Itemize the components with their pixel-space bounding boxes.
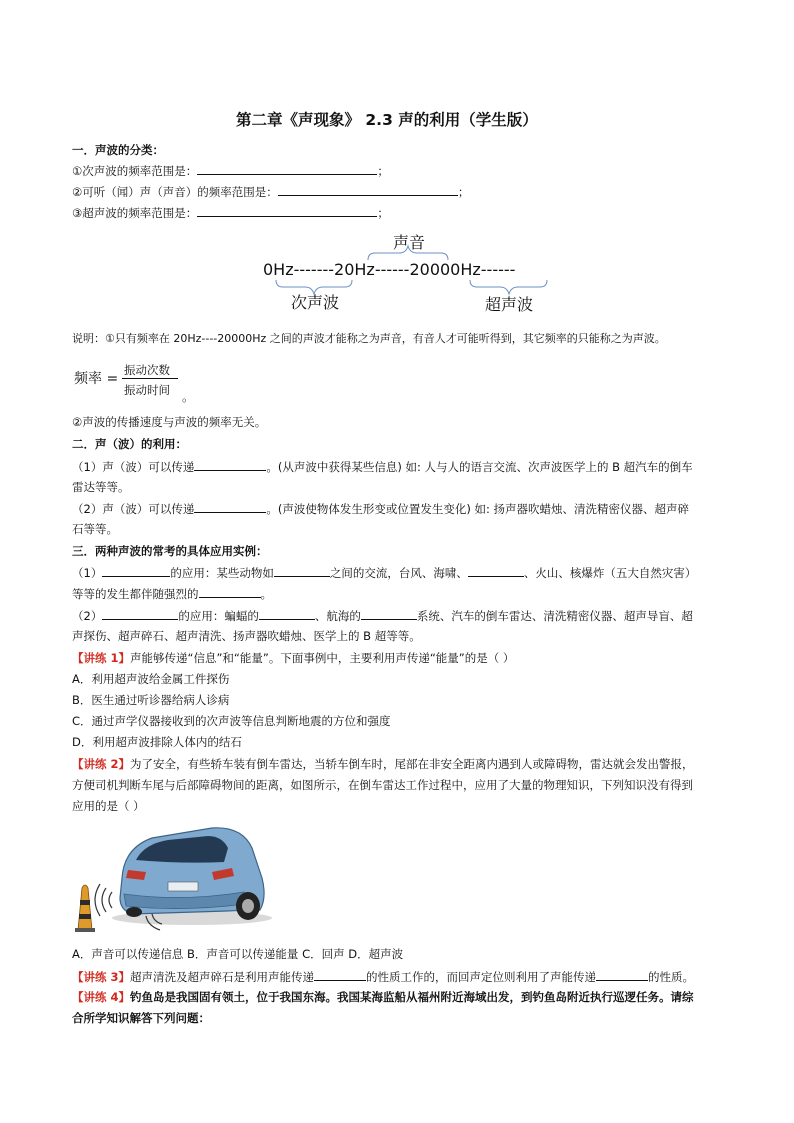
application-item-2: [72, 607, 693, 624]
semicolon: ；: [377, 206, 389, 220]
question-label: ③超声波的频率范围是：: [72, 206, 198, 220]
answer-blank[interactable]: [278, 183, 458, 196]
application-item-2-cont: 声探伤、超声碎石、超声清洗、扬声器吹蜡烛、医学上的 B 超等等。: [72, 629, 421, 643]
exercise-tag: 【讲练 3】: [72, 970, 131, 984]
item-text: （2）声（波）可以传递: [72, 502, 195, 516]
formula-denominator: 振动时间: [124, 383, 170, 397]
exercise-text: 声能够传递“信息”和“能量”。下面事例中，主要利用声传递“能量”的是（ ）: [130, 651, 515, 665]
section-2-heading: 二．声（波）的利用：: [72, 437, 187, 451]
exercise-2-stem-3: 应用的是（ ）: [72, 799, 145, 813]
infrasound-label: 次声波: [291, 293, 340, 312]
question-label: ①次声波的频率范围是：: [72, 164, 198, 178]
item-text: （2）: [72, 609, 103, 623]
exercise-text: 超声清洗及超声碎石是利用声能传递: [130, 970, 315, 984]
exercise-2-stem-2: 方便司机判断车尾与后部障碍物间的距离，如图所示，在倒车雷达工作过程中，应用了大量的物理知识，下列知识没有得到: [72, 778, 693, 792]
use-item-1: [72, 458, 693, 475]
exercise-text: 钓鱼岛是我国固有领土，位于我国东海。我国某海监船从福州附近海域出发，到钓鱼岛附近执行巡逻任务。请综: [130, 990, 694, 1004]
item-text: 的应用：蝙蝠的: [178, 609, 259, 623]
exercise-1-option-b[interactable]: B．医生通过听诊器给病人诊病: [72, 693, 230, 707]
exercise-1-option-c[interactable]: C．通过声学仪器接收到的次声波等信息判断地震的方位和强度: [72, 714, 391, 728]
item-text: 。(声波使物体发生形变或位置发生变化) 如: 扬声器吹蜡烛、清洗精密仪器、超声碎: [266, 502, 689, 516]
item-text: 的应用：某些动物如: [170, 566, 274, 580]
exercise-1-option-a[interactable]: A．利用超声波给金属工件探伤: [72, 672, 230, 686]
item-text: 、火山、核爆炸（五大自然灾害）: [523, 566, 697, 580]
item-text: 、航海的: [314, 609, 361, 623]
answer-blank[interactable]: [197, 204, 377, 217]
formula-period: 。: [182, 390, 195, 404]
exercise-tag: 【讲练 4】: [72, 990, 131, 1004]
note-line-1: 说明：①只有频率在 20Hz----20000Hz 之间的声波才能称之为声音，有音人才可能听得到，其它频率的只能称之为声波。: [72, 332, 666, 345]
answer-blank[interactable]: [314, 968, 366, 981]
sound-label: 声音: [393, 233, 426, 252]
exercise-2-options[interactable]: A．声音可以传递信息 B．声音可以传递能量 C．回声 D．超声波: [72, 947, 404, 961]
answer-blank[interactable]: [197, 162, 377, 175]
ultrasound-label: 超声波: [485, 295, 534, 314]
question-ultrasound-range: [72, 204, 389, 221]
exercise-tag: 【讲练 2】: [72, 757, 131, 771]
question-label: ②可听（闻）声（声音）的频率范围是：: [72, 185, 278, 199]
reversing-radar-illustration: [72, 818, 277, 936]
answer-blank[interactable]: [361, 607, 417, 620]
item-text: 系统、汽车的倒车雷达、清洗精密仪器、超声导盲、超: [416, 609, 693, 623]
section-1-heading: 一．声波的分类：: [72, 143, 164, 157]
frequency-axis: 0Hz-------20Hz------20000Hz------: [263, 260, 516, 279]
section-3-heading: 三．两种声波的常考的具体应用实例：: [72, 544, 268, 558]
answer-blank[interactable]: [194, 458, 266, 471]
item-text: 。(从声波中获得某些信息) 如: 人与人的语言交流、次声波医学上的 B 超汽车的倒车: [266, 460, 693, 474]
exercise-1-option-d[interactable]: D．利用超声波排除人体内的结石: [72, 735, 242, 749]
formula-label: 频率 =: [74, 371, 119, 387]
answer-blank[interactable]: [194, 500, 266, 513]
answer-blank[interactable]: [259, 607, 315, 620]
use-item-2: [72, 500, 689, 517]
answer-blank[interactable]: [102, 564, 170, 577]
exercise-4-line-1: [72, 989, 694, 1005]
application-item-1-cont: [72, 585, 272, 602]
note-line-2: ②声波的传播速度与声波的频率无关。: [72, 415, 267, 429]
use-item-2-cont: 石等等。: [72, 522, 118, 536]
item-text: （1）声（波）可以传递: [72, 460, 195, 474]
question-infrasound-range: [72, 162, 389, 179]
exercise-text: 的性质工作的，而回声定位则利用了声能传递: [366, 970, 597, 984]
formula-numerator: 振动次数: [124, 363, 170, 377]
exercise-1-stem: [72, 650, 514, 666]
item-text: （1）: [72, 566, 103, 580]
item-text: 等等的发生都伴随强烈的: [72, 587, 199, 601]
item-text: 之间的交流，台风、海啸、: [329, 566, 468, 580]
application-item-1: [72, 564, 696, 581]
answer-blank[interactable]: [102, 607, 178, 620]
semicolon: ；: [457, 185, 470, 199]
semicolon: ；: [377, 164, 389, 178]
traffic-cone-icon: [75, 885, 95, 932]
answer-blank[interactable]: [596, 968, 648, 981]
exercise-text: 的性质。: [648, 970, 695, 984]
answer-blank[interactable]: [468, 564, 524, 577]
exercise-3: [72, 968, 694, 985]
exercise-tag: 【讲练 1】: [72, 651, 131, 665]
question-audible-range: [72, 183, 469, 200]
exercise-text: 为了安全，有些轿车装有倒车雷达，当轿车倒车时，尾部在非安全距离内遇到人或障碍物，雷达就会发出警报，: [130, 757, 694, 771]
answer-blank[interactable]: [199, 585, 261, 598]
item-text: 。: [260, 587, 272, 601]
exercise-2-stem-1: [72, 756, 694, 772]
answer-blank[interactable]: [274, 564, 330, 577]
use-item-1-cont: 雷达等等。: [72, 480, 130, 494]
page-title: 第二章《声现象》 2.3 声的利用（学生版）: [236, 111, 538, 129]
car-icon: [112, 828, 272, 925]
fraction-bar: [122, 378, 178, 379]
exercise-4-line-2: 合所学知识解答下列问题：: [72, 1011, 210, 1025]
